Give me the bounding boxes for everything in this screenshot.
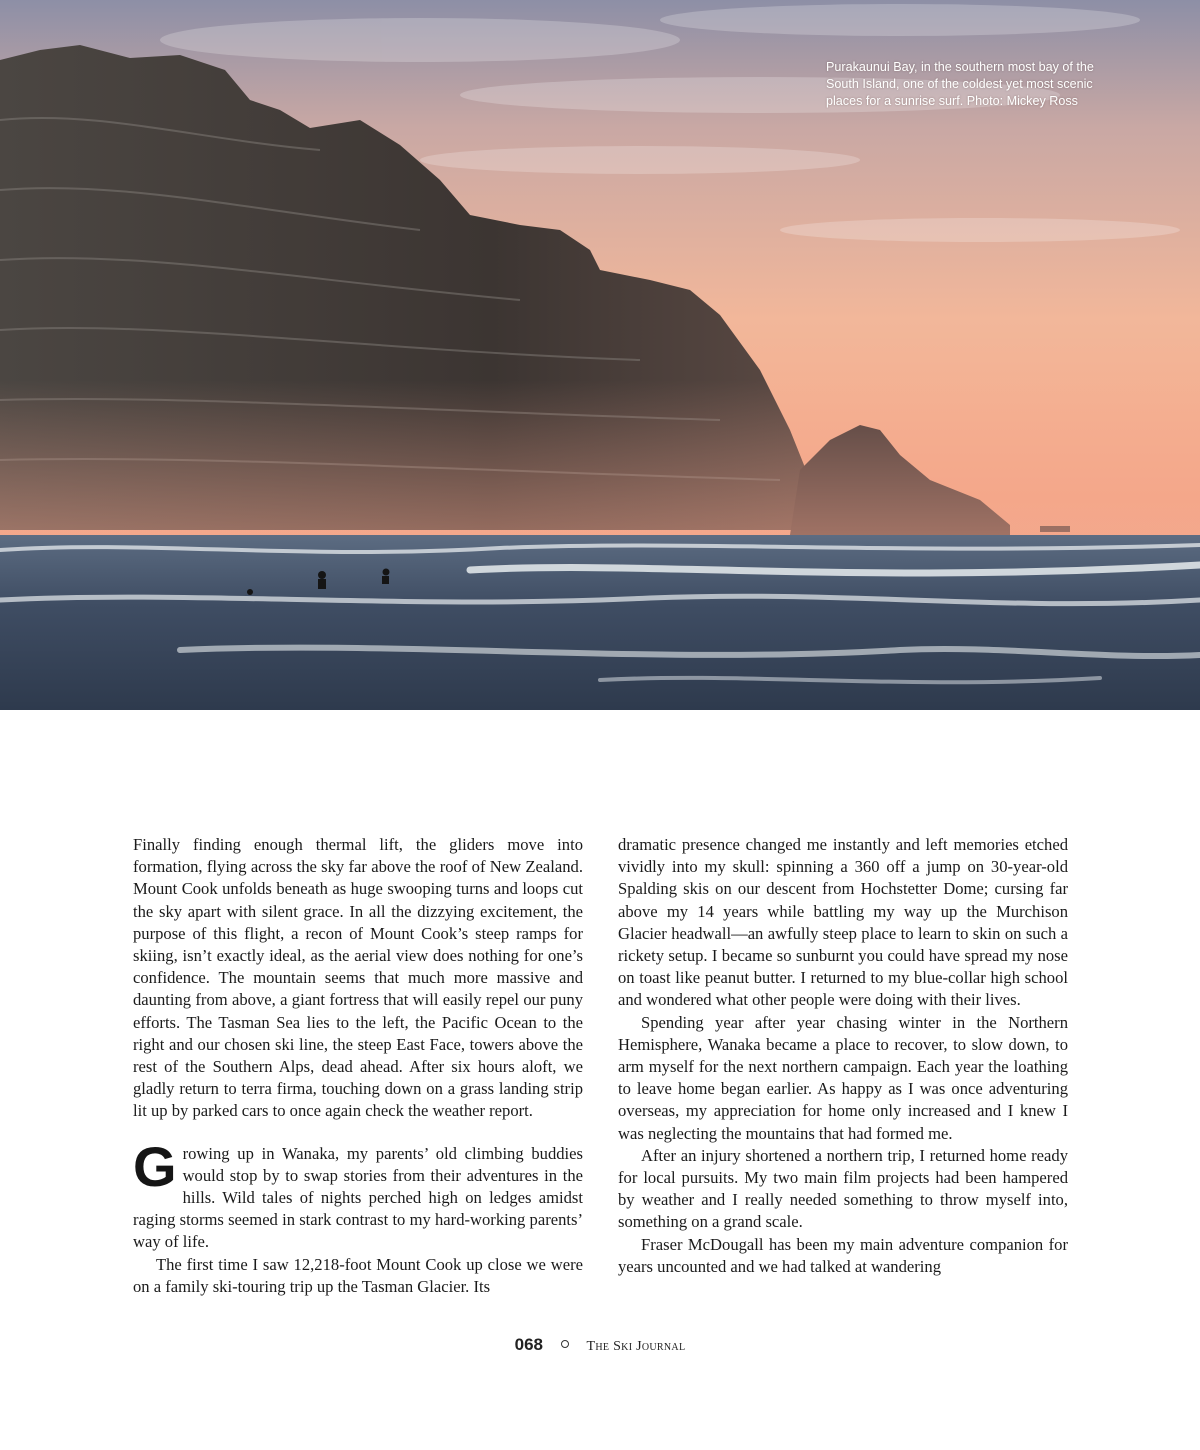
paragraph-text: rowing up in Wanaka, my parents’ old climbing buddies would stop by to swap stories from their adventures in the hills. Wild tales of nights perched high on ledges amidst raging storms seemed in stark contrast to my hard-working parents’ way of life.	[133, 1143, 583, 1252]
paragraph: dramatic presence changed me instantly and left memories etched vividly into my skull: spinning a 360 off a jump on 30-year-old Spalding skis on our descent from Hochstetter Dome; cursing far above my 14 years while battling my way up the Murchison Glacier headwall—an awfully steep place to learn to skin on such a rickety setup. I became so sunburnt you could have spread my nose on toast like peanut butter. I returned to my blue-collar high school and wondered what other people were doing with their lives.	[618, 835, 1068, 1010]
paragraph: Finally finding enough thermal lift, the gliders move into formation, flying across the sky far above the roof of New Zealand. Mount Cook unfolds beneath as huge swooping turns and loops cut the sky apart with silent grace. In all the dizzying excitement, the purpose of this flight, a recon of Mount Cook’s steep ramps for skiing, isn’t exactly ideal, as the aerial view does nothing for one’s confidence. The mountain seems that much more massive and daunting from above, a giant fortress that will easily repel our puny efforts. The Tasman Sea lies to the left, the Pacific Ocean to the right and our chosen ski line, the steep East Face, towers above the rest of the Southern Alps, dead ahead. After six hours aloft, we gladly return to terra firma, touching down on a grass landing strip lit up by parked cars to once again check the weather report.	[133, 835, 583, 1121]
circle-separator-icon	[561, 1340, 569, 1348]
paragraph: Spending year after year chasing winter in the Northern Hemisphere, Wanaka became a place to recover, to slow down, to arm myself for the next northern campaign. Each year the loathing to leave home began earlier. As happy as I was once adventuring overseas, my appreciation for home only increased and I knew I was neglecting the mountains that had formed me.	[618, 1012, 1068, 1143]
paragraph: The first time I saw 12,218-foot Mount Cook up close we were on a family ski-touring trip up the Tasman Glacier. Its	[133, 1254, 583, 1296]
page-footer	[0, 1335, 1200, 1355]
article-column-left	[133, 834, 583, 1298]
dropcap-paragraph	[133, 1134, 583, 1254]
drop-cap: G	[133, 1134, 177, 1198]
publication-name: The Ski Journal	[586, 1339, 686, 1354]
hero-photo	[0, 0, 1200, 710]
paragraph: After an injury shortened a northern trip, I returned home ready for local pursuits. My two main film projects had been hampered by weather and I really needed something to throw myself into, something on a grand scale.	[618, 1145, 1068, 1232]
paragraph: Fraser McDougall has been my main adventure companion for years uncounted and we had talked at wandering	[618, 1234, 1068, 1276]
page-number: 068	[514, 1335, 544, 1354]
article-column-right	[618, 834, 1068, 1278]
photo-caption: Purakaunui Bay, in the southern most bay of the South Island, one of the coldest yet most scenic places for a sunrise surf. Photo: Mickey Ross	[826, 60, 1094, 108]
